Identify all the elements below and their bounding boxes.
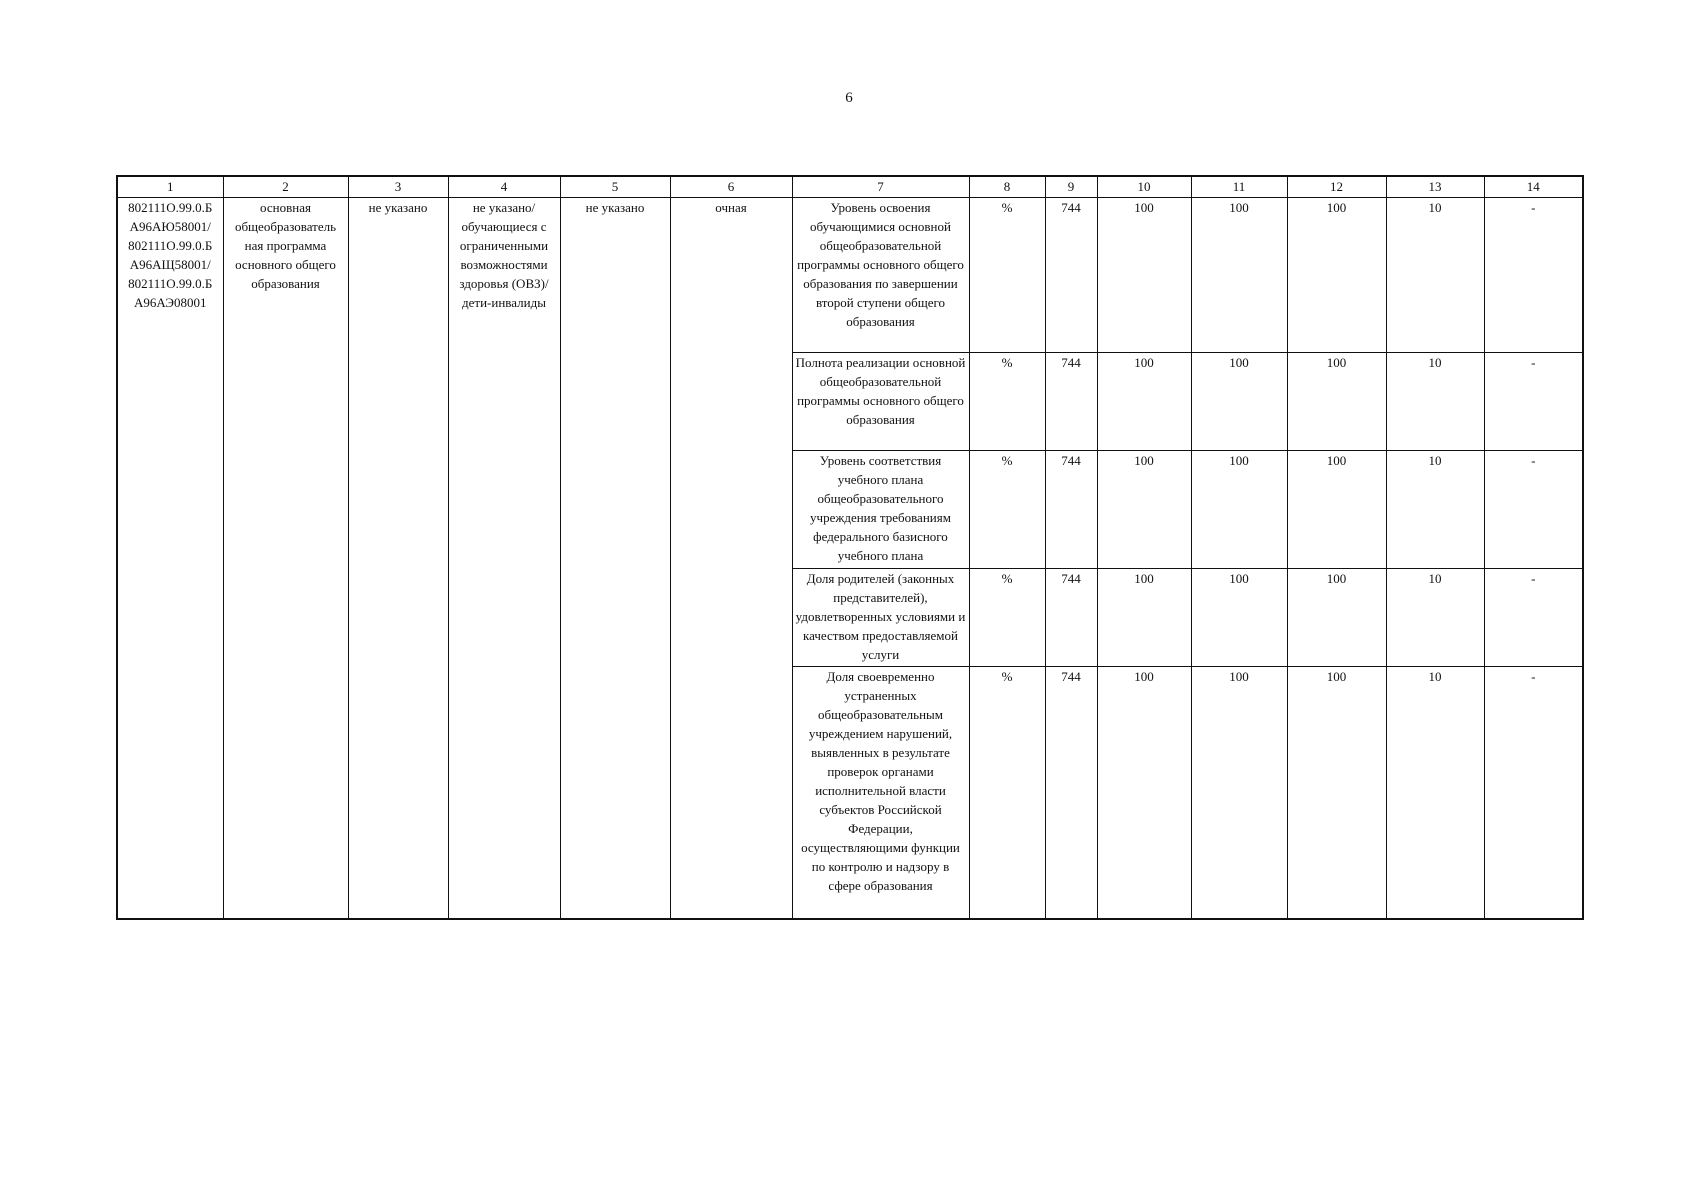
indicator-okei: 744: [1045, 667, 1097, 919]
indicator-deviation: 10: [1386, 198, 1484, 353]
service-col3: не указано: [348, 198, 448, 919]
service-form: очная: [670, 198, 792, 919]
column-header: 6: [670, 176, 792, 198]
indicator-dash: -: [1484, 353, 1583, 451]
indicator-okei: 744: [1045, 353, 1097, 451]
page-number: 6: [845, 90, 853, 106]
indicator-okei: 744: [1045, 198, 1097, 353]
indicator-deviation: 10: [1386, 569, 1484, 667]
indicator-okei: 744: [1045, 569, 1097, 667]
column-header: 5: [560, 176, 670, 198]
indicator-name: Уровень соответствия учебного плана общеобразовательного учреждения требованиям федерального базисного учебного плана: [792, 451, 969, 569]
indicator-deviation: 10: [1386, 667, 1484, 919]
indicator-deviation: 10: [1386, 353, 1484, 451]
indicator-value: 100: [1097, 451, 1191, 569]
column-header: 1: [117, 176, 223, 198]
indicator-dash: -: [1484, 569, 1583, 667]
indicator-value: 100: [1097, 353, 1191, 451]
indicator-unit: %: [969, 353, 1045, 451]
column-header: 8: [969, 176, 1045, 198]
column-header: 12: [1287, 176, 1386, 198]
column-header: 2: [223, 176, 348, 198]
indicator-unit: %: [969, 569, 1045, 667]
indicator-name: Доля родителей (законных представителей), удовлетворенных условиями и качеством предоставляемой услуги: [792, 569, 969, 667]
service-code: 802111О.99.0.Б А96АЮ58001/ 802111О.99.0.Б А96АЩ58001/ 802111О.99.0.Б А96АЭ08001: [117, 198, 223, 919]
indicator-dash: -: [1484, 451, 1583, 569]
column-header: 7: [792, 176, 969, 198]
indicator-value: 100: [1287, 667, 1386, 919]
indicator-value: 100: [1191, 667, 1287, 919]
indicator-value: 100: [1191, 198, 1287, 353]
quality-indicators-table: [116, 175, 1584, 920]
service-category: не указано/ обучающиеся с ограниченными возможностями здоровья (ОВЗ)/ дети-инвалиды: [448, 198, 560, 919]
indicator-dash: -: [1484, 198, 1583, 353]
indicator-value: 100: [1287, 198, 1386, 353]
column-header: 14: [1484, 176, 1583, 198]
indicator-value: 100: [1287, 451, 1386, 569]
indicator-value: 100: [1097, 667, 1191, 919]
column-header: 3: [348, 176, 448, 198]
indicator-deviation: 10: [1386, 451, 1484, 569]
column-header: 10: [1097, 176, 1191, 198]
header-row: [117, 176, 1583, 198]
indicator-unit: %: [969, 667, 1045, 919]
indicator-value: 100: [1191, 569, 1287, 667]
column-header: 4: [448, 176, 560, 198]
indicator-value: 100: [1097, 569, 1191, 667]
indicator-dash: -: [1484, 667, 1583, 919]
column-header: 11: [1191, 176, 1287, 198]
indicator-value: 100: [1287, 353, 1386, 451]
table-row: [117, 198, 1583, 353]
indicator-value: 100: [1097, 198, 1191, 353]
indicator-unit: %: [969, 198, 1045, 353]
indicator-value: 100: [1191, 353, 1287, 451]
indicator-name: Уровень освоения обучающимися основной общеобразовательной программы основного общего образования по завершении второй ступени общего образования: [792, 198, 969, 353]
service-col5: не указано: [560, 198, 670, 919]
service-program: основная общеобразователь ная программа основного общего образования: [223, 198, 348, 919]
column-header: 9: [1045, 176, 1097, 198]
indicator-value: 100: [1191, 451, 1287, 569]
indicator-okei: 744: [1045, 451, 1097, 569]
column-header: 13: [1386, 176, 1484, 198]
indicator-unit: %: [969, 451, 1045, 569]
indicator-name: Доля своевременно устраненных общеобразовательным учреждением нарушений, выявленных в результате проверок органами исполнительной власти субъектов Российской Федерации, осуществляющими функции по контролю и надзору в сфере образования: [792, 667, 969, 919]
indicator-value: 100: [1287, 569, 1386, 667]
indicator-name: Полнота реализации основной общеобразовательной программы основного общего образования: [792, 353, 969, 451]
